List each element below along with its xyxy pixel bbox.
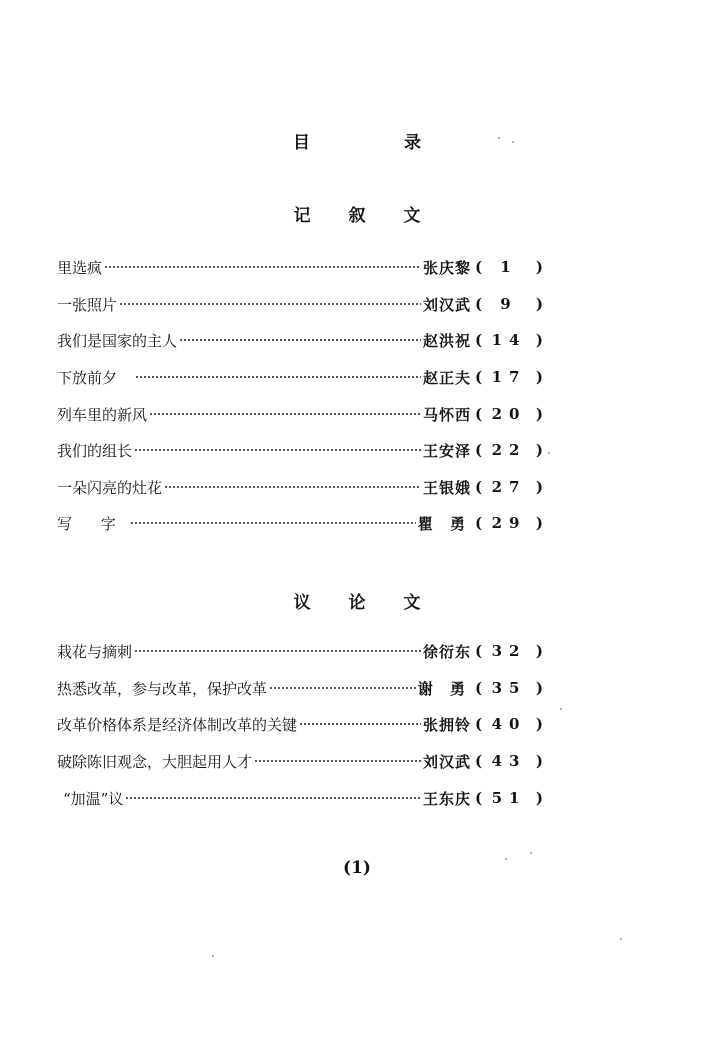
- dot-leader: [134, 449, 421, 451]
- paren-close: ): [535, 331, 543, 349]
- paren-close: ): [535, 789, 543, 807]
- toc-entry: [57, 438, 543, 462]
- dot-leader: [149, 413, 421, 415]
- paren-open: (: [475, 642, 483, 660]
- toc-entry: [57, 639, 543, 663]
- scan-speck: [620, 938, 622, 940]
- scan-speck: [560, 708, 562, 710]
- entry-author: 刘汉武: [422, 752, 471, 771]
- scan-speck: [505, 858, 507, 860]
- toc-entry: [57, 365, 543, 389]
- entry-author: 徐衍东: [422, 642, 471, 661]
- entry-page-ref: [475, 679, 543, 697]
- section-heading-argumentative: 议 论 文: [293, 593, 437, 613]
- entry-page: 27: [491, 478, 527, 496]
- entry-page-ref: [475, 789, 543, 807]
- toc-entry: [57, 511, 543, 535]
- entry-page-ref: [475, 405, 543, 423]
- paren-close: ): [535, 715, 543, 733]
- entry-page: 35: [491, 679, 527, 697]
- dot-leader: [104, 266, 421, 268]
- scan-speck: [498, 137, 500, 139]
- entry-page-ref: [475, 331, 543, 349]
- toc-entry: [57, 676, 543, 700]
- dot-leader: [134, 650, 421, 652]
- dot-leader: [179, 339, 421, 341]
- entry-title: 我们的组长: [57, 441, 133, 460]
- entry-author: 赵洪祝: [422, 331, 471, 350]
- paren-open: (: [475, 405, 483, 423]
- paren-close: ): [535, 405, 543, 423]
- entry-page: 40: [491, 715, 527, 733]
- entry-title: 里选疯: [57, 258, 103, 277]
- entry-page: 43: [491, 752, 527, 770]
- toc-entry: [57, 749, 543, 773]
- toc-entry: [57, 786, 543, 810]
- paren-open: (: [475, 295, 483, 313]
- entry-title: 下放前夕: [57, 368, 118, 387]
- scan-speck: [548, 452, 550, 454]
- toc-entry: [57, 292, 543, 316]
- entry-page-ref: [475, 642, 543, 660]
- entry-author: 瞿 勇: [417, 514, 471, 533]
- scan-speck: [212, 955, 214, 957]
- toc-entry: [57, 475, 543, 499]
- entry-author: 刘汉武: [422, 295, 471, 314]
- entry-title: 写 字: [57, 514, 128, 533]
- entry-page: 20: [491, 405, 527, 423]
- page-title: 目 录: [293, 133, 465, 153]
- entry-author: 王银娥: [422, 478, 471, 497]
- paren-open: (: [475, 752, 483, 770]
- scan-speck: [512, 141, 514, 143]
- entry-page: 1: [500, 258, 518, 276]
- toc-entry: [57, 712, 543, 736]
- toc-entry: [57, 402, 543, 426]
- paren-open: (: [475, 441, 483, 459]
- entry-page-ref: [475, 368, 543, 386]
- entry-page: 9: [500, 295, 518, 313]
- paren-open: (: [475, 331, 483, 349]
- paren-close: ): [535, 295, 543, 313]
- page-number: (1): [343, 858, 371, 878]
- entry-page-ref: [475, 258, 543, 276]
- dot-leader: [164, 486, 421, 488]
- entry-page: 17: [491, 368, 527, 386]
- entry-page-ref: [475, 514, 543, 532]
- dot-leader: [269, 687, 416, 689]
- paren-close: ): [535, 258, 543, 276]
- entry-title: 改革价格体系是经济体制改革的关键: [57, 715, 298, 734]
- paren-open: (: [475, 258, 483, 276]
- paren-open: (: [475, 368, 483, 386]
- dot-leader: [119, 303, 421, 305]
- paren-open: (: [475, 478, 483, 496]
- paren-close: ): [535, 478, 543, 496]
- entry-page: 14: [491, 331, 527, 349]
- entry-page: 32: [491, 642, 527, 660]
- entry-author: 谢 勇: [417, 679, 471, 698]
- entry-page-ref: [475, 752, 543, 770]
- entry-page: 22: [491, 441, 527, 459]
- section-heading-narrative: 记 叙 文: [293, 206, 437, 226]
- paren-close: ): [535, 514, 543, 532]
- entry-title: 一张照片: [57, 295, 118, 314]
- paren-open: (: [475, 715, 483, 733]
- dot-leader: [254, 760, 421, 762]
- entry-title: 一朵闪亮的灶花: [57, 478, 163, 497]
- dot-leader: [125, 797, 421, 799]
- entry-author: 王东庆: [422, 789, 471, 808]
- entry-author: 王安泽: [422, 441, 471, 460]
- dot-leader: [130, 522, 416, 524]
- toc-entry: [57, 255, 543, 279]
- scan-speck: [530, 852, 532, 854]
- entry-page-ref: [475, 441, 543, 459]
- entry-page: 29: [491, 514, 527, 532]
- entry-page-ref: [475, 295, 543, 313]
- paren-close: ): [535, 642, 543, 660]
- entry-title: “加温”议: [63, 789, 124, 808]
- entry-page-ref: [475, 478, 543, 496]
- paren-open: (: [475, 789, 483, 807]
- dot-leader: [299, 723, 421, 725]
- paren-close: ): [535, 679, 543, 697]
- dot-leader: [135, 376, 421, 378]
- entry-page-ref: [475, 715, 543, 733]
- entry-author: 张庆黎: [422, 258, 471, 277]
- entry-title: 列车里的新风: [57, 405, 148, 424]
- entry-title: 我们是国家的主人: [57, 331, 178, 350]
- paren-open: (: [475, 514, 483, 532]
- toc-entry: [57, 328, 543, 352]
- entry-title: 热悉改革，参与改革，保护改革: [57, 679, 268, 698]
- entry-author: 马怀西: [422, 405, 471, 424]
- paren-close: ): [535, 752, 543, 770]
- paren-close: ): [535, 441, 543, 459]
- paren-open: (: [475, 679, 483, 697]
- entry-title: 破除陈旧观念，大胆起用人才: [57, 752, 253, 771]
- entry-author: 赵正夫: [422, 368, 471, 387]
- paren-close: ): [535, 368, 543, 386]
- entry-title: 栽花与摘刺: [57, 642, 133, 661]
- entry-page: 51: [491, 789, 527, 807]
- entry-author: 张拥铃: [422, 715, 471, 734]
